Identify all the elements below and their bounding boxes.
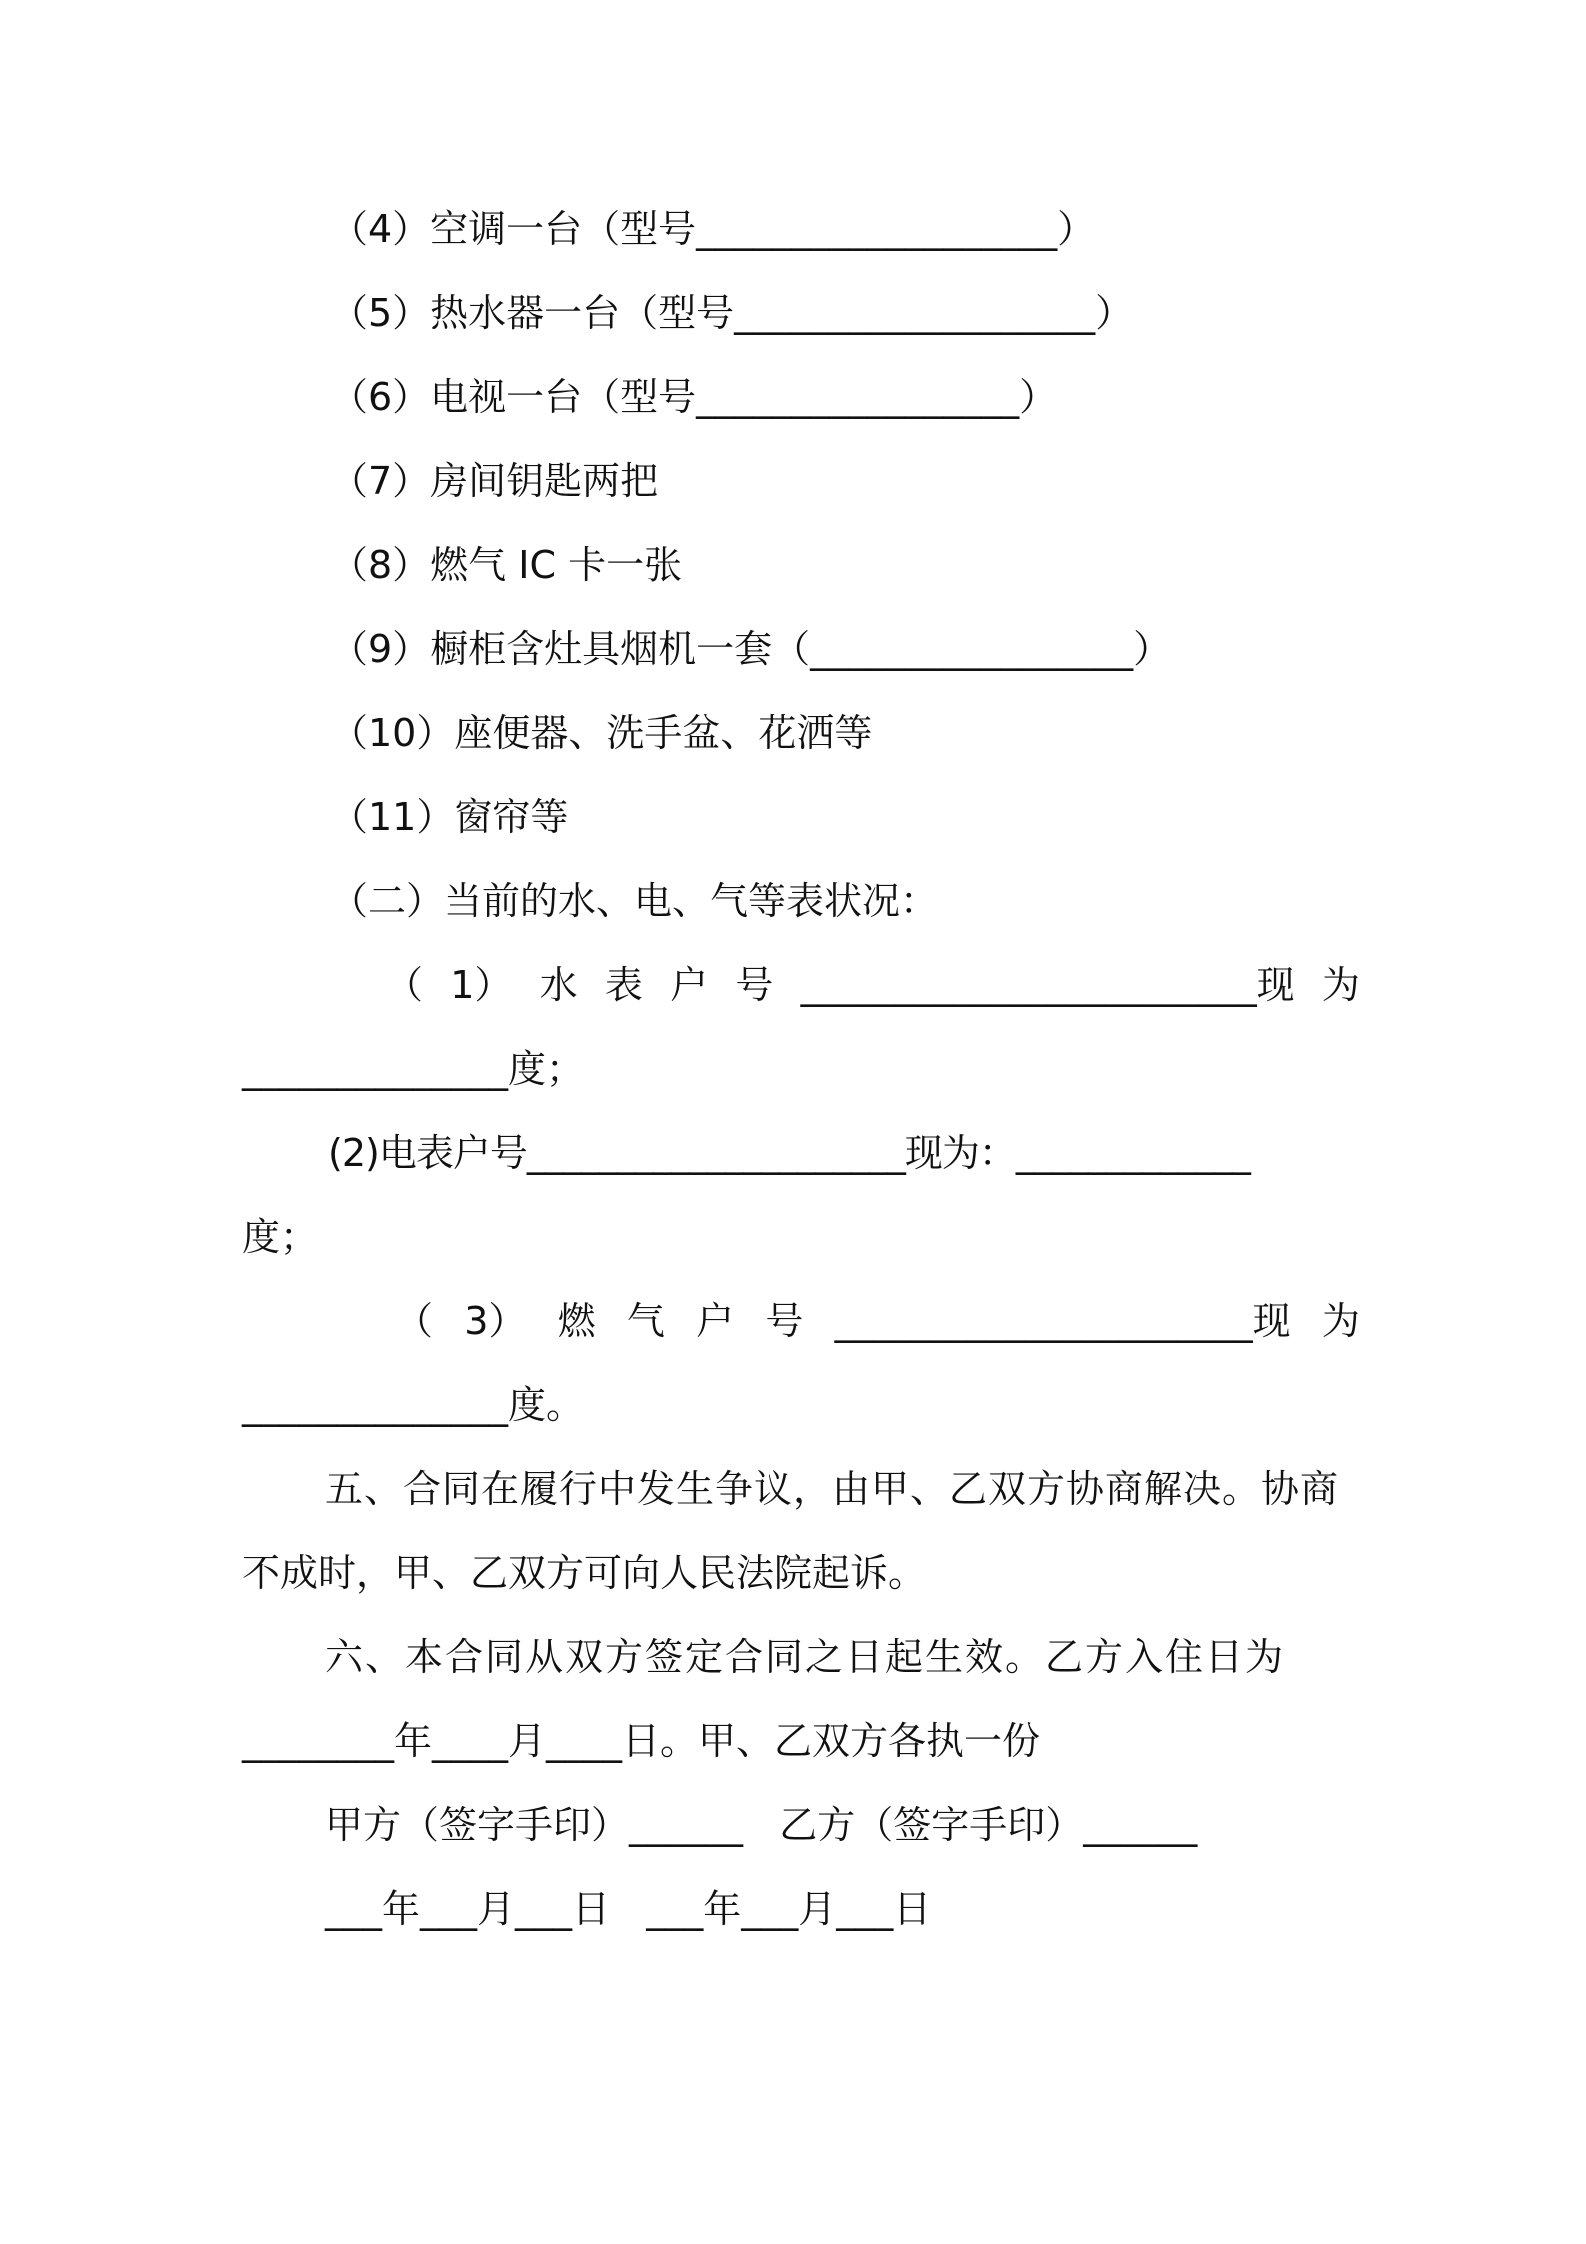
water-meter-part: 为 xyxy=(1321,963,1360,1007)
signature-line: 甲方（签字手印）______ 乙方（签字手印）______ xyxy=(325,1803,1198,1847)
water-meter-part: 号 xyxy=(735,963,774,1007)
water-meter-part: 水 xyxy=(539,963,578,1007)
item-television: （6）电视一台（型号_________________） xyxy=(330,375,1058,419)
dispute-clause-continued: 不成时，甲、乙双方可向人民法院起诉。 xyxy=(242,1551,927,1595)
gas-meter-part: （ xyxy=(395,1299,434,1343)
water-meter-part: 户 xyxy=(670,963,709,1007)
water-meter-part: （ xyxy=(385,963,424,1007)
water-meter-line xyxy=(385,960,1360,1010)
gas-meter-part: 气 xyxy=(626,1299,665,1343)
item-curtains: （11）窗帘等 xyxy=(330,795,569,839)
gas-meter-part: ______________________现 xyxy=(834,1299,1291,1343)
water-meter-part: 1） xyxy=(450,963,513,1007)
dispute-clause: 五、合同在履行中发生争议，由甲、乙双方协商解决。协商 xyxy=(325,1467,1340,1511)
gas-meter-part: 3） xyxy=(464,1299,527,1343)
effective-clause: 六、本合同从双方签定合同之日起生效。乙方入住日为 xyxy=(325,1635,1286,1679)
water-meter-reading: ______________度； xyxy=(242,1047,585,1091)
move-in-date: ________年____月____日。甲、乙双方各执一份 xyxy=(242,1719,1041,1763)
item-gas-ic-card: （8）燃气 IC 卡一张 xyxy=(330,543,683,587)
water-meter-part: 表 xyxy=(604,963,643,1007)
gas-meter-line xyxy=(395,1296,1360,1346)
water-meter-part: ________________________现 xyxy=(800,963,1295,1007)
item-room-keys: （7）房间钥匙两把 xyxy=(330,459,659,503)
signature-date-line: ___年___月___日 ___年___月___日 xyxy=(325,1887,932,1931)
item-water-heater: （5）热水器一台（型号___________________） xyxy=(330,291,1134,335)
gas-meter-part: 号 xyxy=(765,1299,804,1343)
item-air-conditioner: （4）空调一台（型号___________________） xyxy=(330,207,1096,251)
electric-meter-line: (2)电表户号_____________________现为：_____________ xyxy=(328,1131,1250,1175)
item-bathroom-fixtures: （10）座便器、洗手盆、花洒等 xyxy=(330,711,873,755)
gas-meter-reading: ______________度。 xyxy=(242,1383,585,1427)
section-meter-status-heading: （二）当前的水、电、气等表状况： xyxy=(330,879,939,923)
gas-meter-part: 户 xyxy=(696,1299,735,1343)
gas-meter-part: 为 xyxy=(1321,1299,1360,1343)
electric-meter-reading: 度； xyxy=(242,1215,319,1259)
gas-meter-part: 燃 xyxy=(557,1299,596,1343)
item-kitchen-cabinet: （9）橱柜含灶具烟机一套（_________________） xyxy=(330,627,1172,671)
